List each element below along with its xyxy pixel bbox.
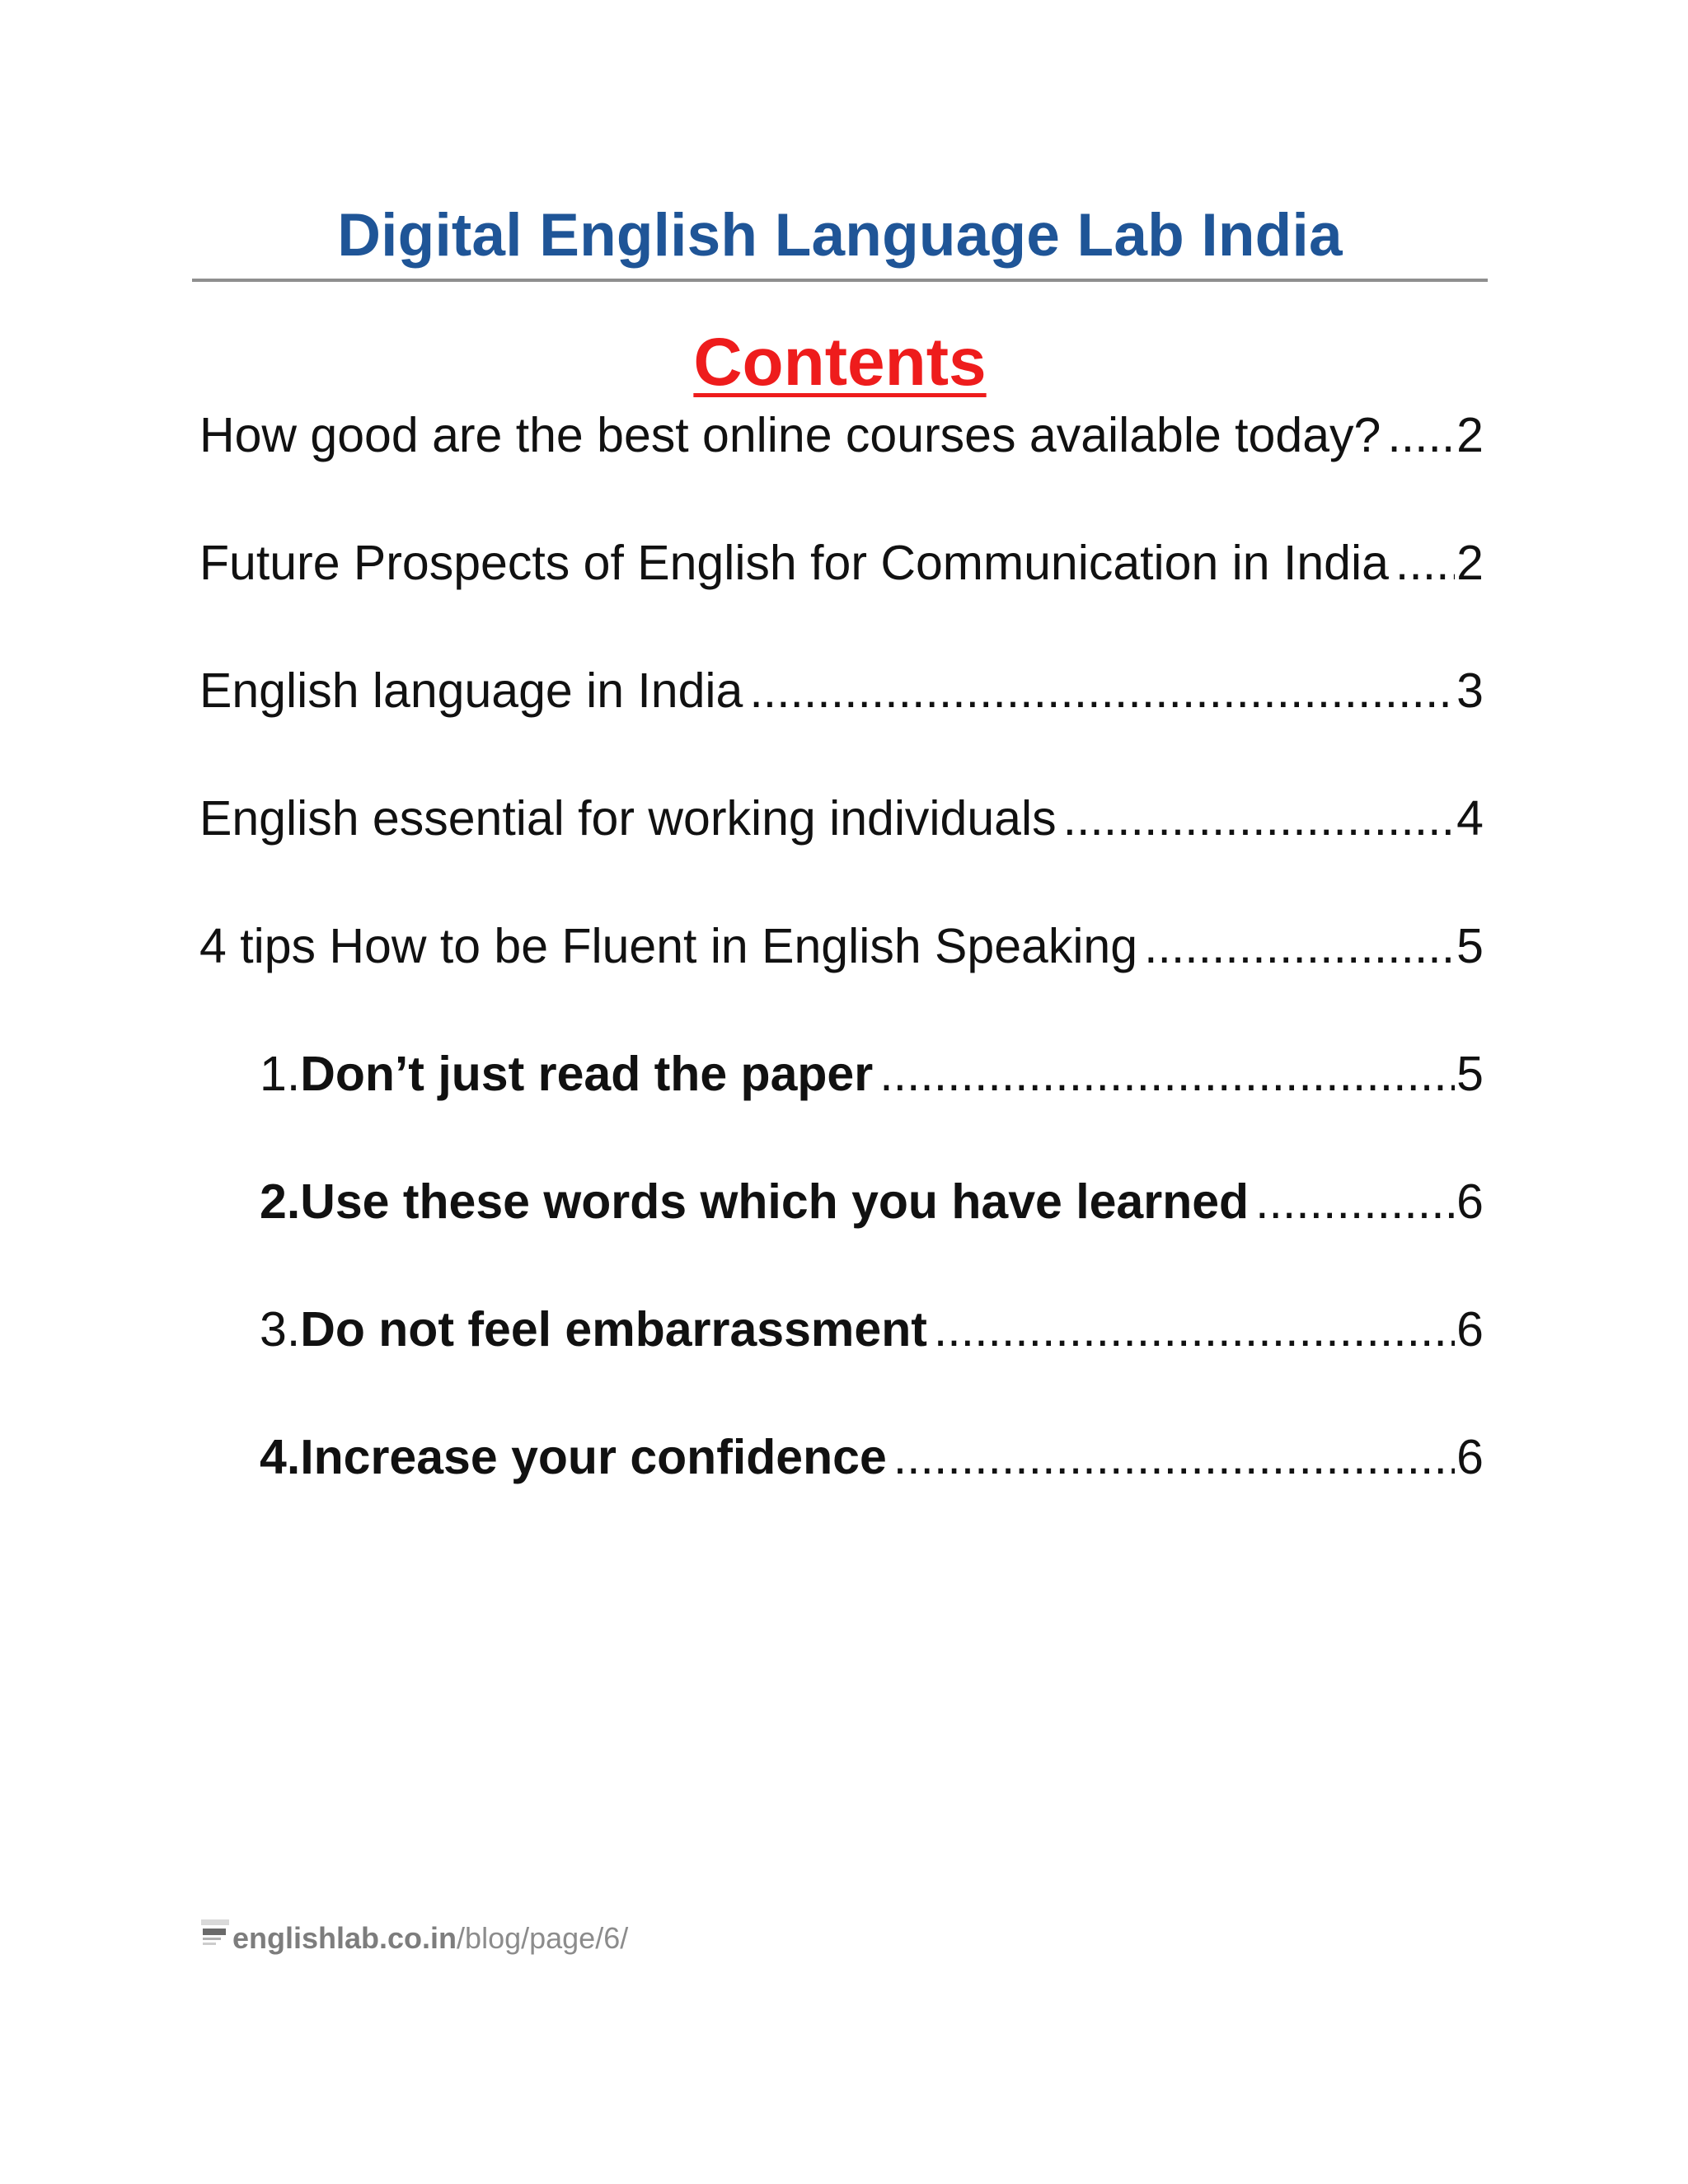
toc-entry[interactable] (199, 522, 1484, 649)
toc-entry-title: Do not feel embarrassment (300, 1302, 927, 1357)
toc-entry-number: 2. (260, 1174, 301, 1229)
header-divider (192, 279, 1488, 282)
toc-entry-number: 4. (260, 1430, 301, 1484)
toc-entry-title: Increase your confidence (300, 1430, 887, 1484)
footer-link-path[interactable]: /blog/page/6/ (457, 1921, 629, 1955)
page-title: Digital English Language Lab India (337, 202, 1343, 269)
toc-entry-title: English language in India (199, 663, 743, 718)
toc-dot-leader (893, 1416, 1455, 1498)
toc-entry-title: Don’t just read the paper (300, 1047, 874, 1101)
toc-dot-leader (879, 1033, 1455, 1115)
toc-entry[interactable] (199, 649, 1484, 777)
page-footer (199, 1914, 628, 1963)
toc-dot-leader (1144, 905, 1455, 987)
toc-entry-page-number: 4 (1456, 791, 1484, 846)
toc-entry-page-number: 3 (1456, 663, 1484, 718)
toc-entry-page-number: 6 (1456, 1174, 1484, 1229)
toc-entry-page-number: 2 (1456, 536, 1484, 590)
toc-entry-page-number: 6 (1456, 1302, 1484, 1357)
toc-entry-title: 4 tips How to be Fluent in English Speaking (199, 919, 1138, 973)
toc-entry[interactable] (199, 1033, 1484, 1160)
toc-heading-text: Contents (693, 325, 987, 400)
toc-entry-title: How good are the best online courses available today? (199, 408, 1381, 462)
toc-dot-leader (749, 649, 1455, 732)
toc-entry-page-number: 5 (1456, 919, 1484, 973)
toc-entry[interactable] (199, 1416, 1484, 1544)
toc-dot-leader (1395, 522, 1455, 604)
toc-entry-title: Future Prospects of English for Communication in India (199, 536, 1389, 590)
toc-entry-title: English essential for working individuals (199, 791, 1057, 846)
toc-dot-leader (1387, 394, 1455, 476)
toc-entry[interactable] (199, 777, 1484, 905)
toc-dot-leader (1255, 1160, 1455, 1243)
footer-link-domain[interactable]: englishlab.co.in (232, 1921, 457, 1955)
table-of-contents (199, 394, 1484, 1544)
toc-entry[interactable] (199, 1160, 1484, 1288)
toc-dot-leader (1063, 777, 1456, 860)
toc-entry-page-number: 2 (1456, 408, 1484, 462)
toc-entry-title: Use these words which you have learned (300, 1174, 1250, 1229)
toc-entry[interactable] (199, 394, 1484, 522)
toc-entry-page-number: 6 (1456, 1430, 1484, 1484)
toc-entry[interactable] (199, 905, 1484, 1033)
toc-dot-leader (934, 1288, 1455, 1371)
toc-entry[interactable] (199, 1288, 1484, 1416)
toc-entry-page-number: 5 (1456, 1047, 1484, 1101)
toc-entry-number: 3. (260, 1302, 301, 1357)
englishlab-logo-icon (199, 1918, 231, 1951)
toc-entry-number: 1. (260, 1047, 301, 1101)
page-header (192, 194, 1488, 277)
